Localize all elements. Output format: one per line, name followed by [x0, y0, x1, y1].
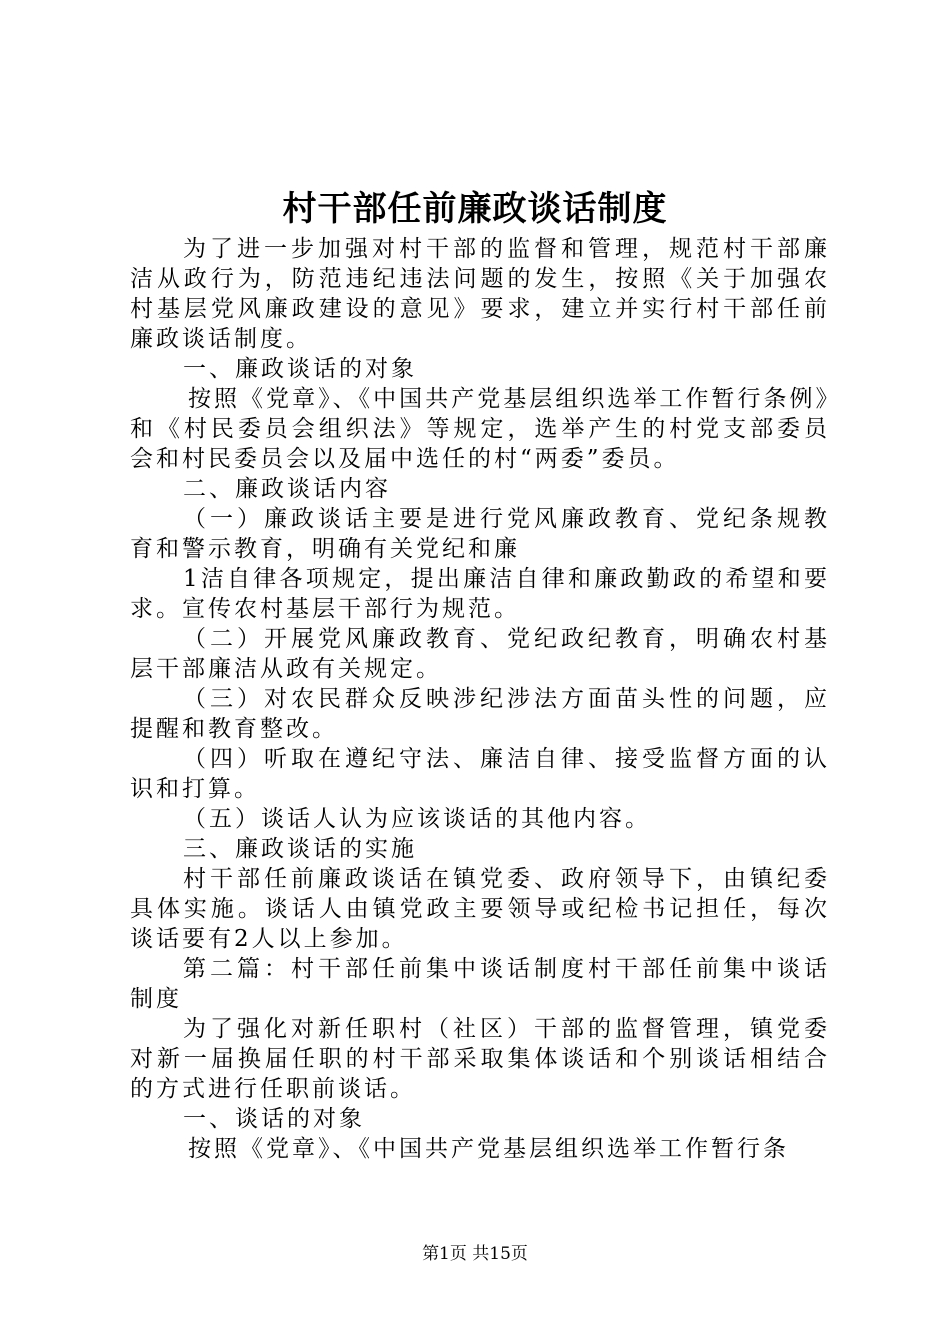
paragraph-implementation: 村干部任前廉政谈话在镇党委、政府领导下，由镇纪委具体实施。谈话人由镇党政主要领导或纪检书记担任，每次谈话要有2人以上参加。	[130, 866, 830, 952]
paragraph-intro: 为了进一步加强对村干部的监督和管理，规范村干部廉洁从政行为，防范违纪违法问题的发生，按照《关于加强农村基层党风廉政建设的意见》要求，建立并实行村干部任前廉政谈话制度。	[130, 236, 830, 352]
section-heading-4: 一、谈话的对象	[183, 1106, 365, 1132]
paragraph-content-1: （一）廉政谈话主要是进行党风廉政教育、党纪条规教育和警示教育，明确有关党纪和廉	[130, 506, 830, 562]
paragraph-targets: 按照《党章》、《中国共产党基层组织选举工作暂行条例》和《村民委员会组织法》等规定，选举产生的村党支部委员会和村民委员会以及届中选任的村“两委”委员。	[130, 386, 830, 472]
page-footer: 第1页 共15页	[422, 1244, 528, 1264]
paragraph-content-3: （三）对农民群众反映涉纪涉法方面苗头性的问题，应提醒和教育整改。	[130, 686, 830, 742]
section-heading-1: 一、廉政谈话的对象	[183, 356, 417, 382]
paragraph-content-5: （五）谈话人认为应该谈话的其他内容。	[183, 806, 651, 832]
paragraph-content-2: （二）开展党风廉政教育、党纪政纪教育，明确农村基层干部廉洁从政有关规定。	[130, 626, 830, 682]
paragraph-content-1-cont: 1洁自律各项规定，提出廉洁自律和廉政勤政的希望和要求。宣传农村基层干部行为规范。	[130, 566, 830, 622]
section-heading-3: 三、廉政谈话的实施	[183, 836, 417, 862]
document-body	[130, 234, 830, 1164]
paragraph-part-two-targets: 按照《党章》、《中国共产党基层组织选举工作暂行条	[188, 1136, 789, 1162]
document-title: 村干部任前廉政谈话制度	[282, 189, 668, 229]
paragraph-part-two-intro: 为了强化对新任职村（社区）干部的监督管理，镇党委对新一届换届任职的村干部采取集体谈话和个别谈话相结合的方式进行任职前谈话。	[130, 1016, 830, 1102]
section-heading-2: 二、廉政谈话内容	[183, 476, 391, 502]
paragraph-content-4: （四）听取在遵纪守法、廉洁自律、接受监督方面的认识和打算。	[130, 746, 830, 802]
paragraph-part-two-title: 第二篇：村干部任前集中谈话制度村干部任前集中谈话制度	[130, 956, 830, 1012]
